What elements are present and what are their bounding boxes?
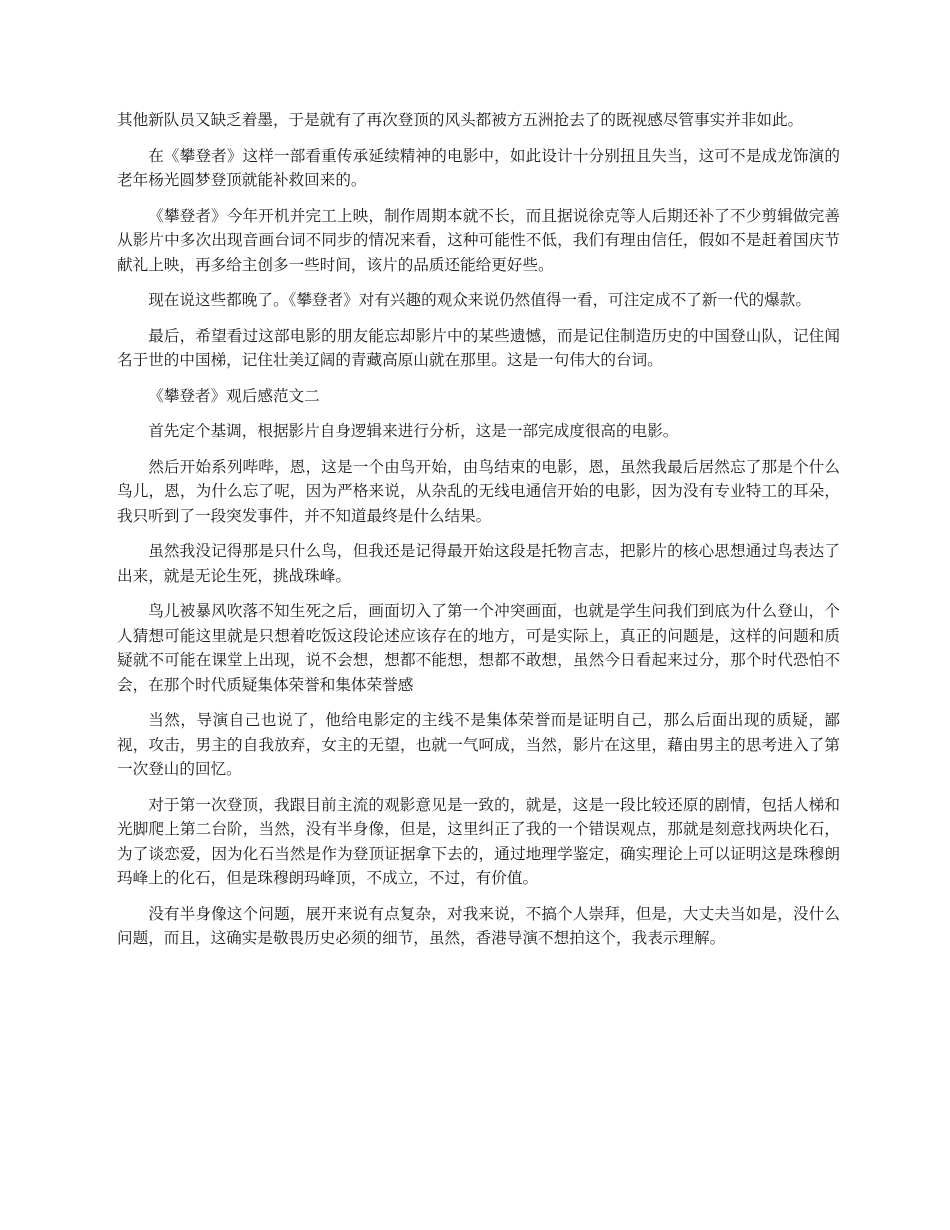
- paragraph: 当然，导演自己也说了，他给电影定的主线不是集体荣誉而是证明自己，那么后面出现的质疑，鄙视，攻击，男主的自我放弃，女主的无望，也就一气呵成，当然，影片在这里，藉由男主的思考进入了第一次登山的回忆。: [117, 711, 840, 778]
- paragraph: 虽然我没记得那是只什么鸟，但我还是记得最开始这段是托物言志，把影片的核心思想通过鸟表达了出来，就是无论生死，挑战珠峰。: [117, 542, 840, 585]
- paragraph: 首先定个基调，根据影片自身逻辑来进行分析，这是一部完成度很高的电影。: [148, 422, 679, 440]
- paragraph: 鸟儿被暴风吹落不知生死之后，画面切入了第一个冲突画面，也就是学生问我们到底为什么登山，个人猜想可能这里就是只想着吃饭这段论述应该存在的地方，可是实际上，真正的问题是，这样的问题和质疑就不可能在课堂上出现，说不会想，想都不能想，想都不敢想，虽然今日看起来过分，那个时代恐怕不会，在那个时代质疑集体荣誉和集体荣誉感: [117, 602, 840, 694]
- document-page: [117, 108, 840, 962]
- paragraph: 其他新队员又缺乏着墨，于是就有了再次登顶的风头都被方五洲抢去了的既视感尽管事实并非如此。: [117, 111, 804, 129]
- paragraph: 对于第一次登顶，我跟目前主流的观影意见是一致的，就是，这是一段比较还原的剧情，包括人梯和光脚爬上第二台阶，当然，没有半身像，但是，这里纠正了我的一个错误观点，那就是刻意找两块化石，为了谈恋爱，因为化石当然是作为登顶证据拿下去的，通过地理学鉴定，确实理论上可以证明这是珠穆朗玛峰上的化石，但是珠穆朗玛峰顶，不成立，不过，有价值。: [117, 795, 840, 887]
- paragraph: 没有半身像这个问题，展开来说有点复杂，对我来说，不搞个人崇拜，但是，大丈夫当如是，没什么问题，而且，这确实是敬畏历史必须的细节，虽然，香港导演不想拍这个，我表示理解。: [117, 904, 840, 947]
- paragraph: 现在说这些都晚了。《攀登者》对有兴趣的观众来说仍然值得一看，可注定成不了新一代的爆款。: [148, 291, 811, 309]
- section-heading: 《攀登者》观后感范文二: [148, 386, 320, 405]
- paragraph: 在《攀登者》这样一部看重传承延续精神的电影中，如此设计十分别扭且失当，这可不是成龙饰演的老年杨光圆梦登顶就能补救回来的。: [117, 146, 840, 189]
- paragraph: 然后开始系列哔哔，恩，这是一个由鸟开始，由鸟结束的电影，恩，虽然我最后居然忘了那是个什么鸟儿，恩，为什么忘了呢，因为严格来说，从杂乱的无线电通信开始的电影，因为没有专业特工的耳朵，我只听到了一段突发事件，并不知道最终是什么结果。: [117, 457, 840, 525]
- paragraph: 最后，希望看过这部电影的朋友能忘却影片中的某些遗憾，而是记住制造历史的中国登山队，记住闻名于世的中国梯，记住壮美辽阔的青藏高原山就在那里。这是一句伟大的台词。: [117, 326, 840, 369]
- paragraph: 《攀登者》今年开机并完工上映，制作周期本就不长，而且据说徐克等人后期还补了不少剪辑做完善从影片中多次出现音画台词不同步的情况来看，这种可能性不低，我们有理由信任，假如不是赶着国庆节献礼上映，再多给主创多一些时间，该片的品质还能给更好些。: [117, 206, 840, 274]
